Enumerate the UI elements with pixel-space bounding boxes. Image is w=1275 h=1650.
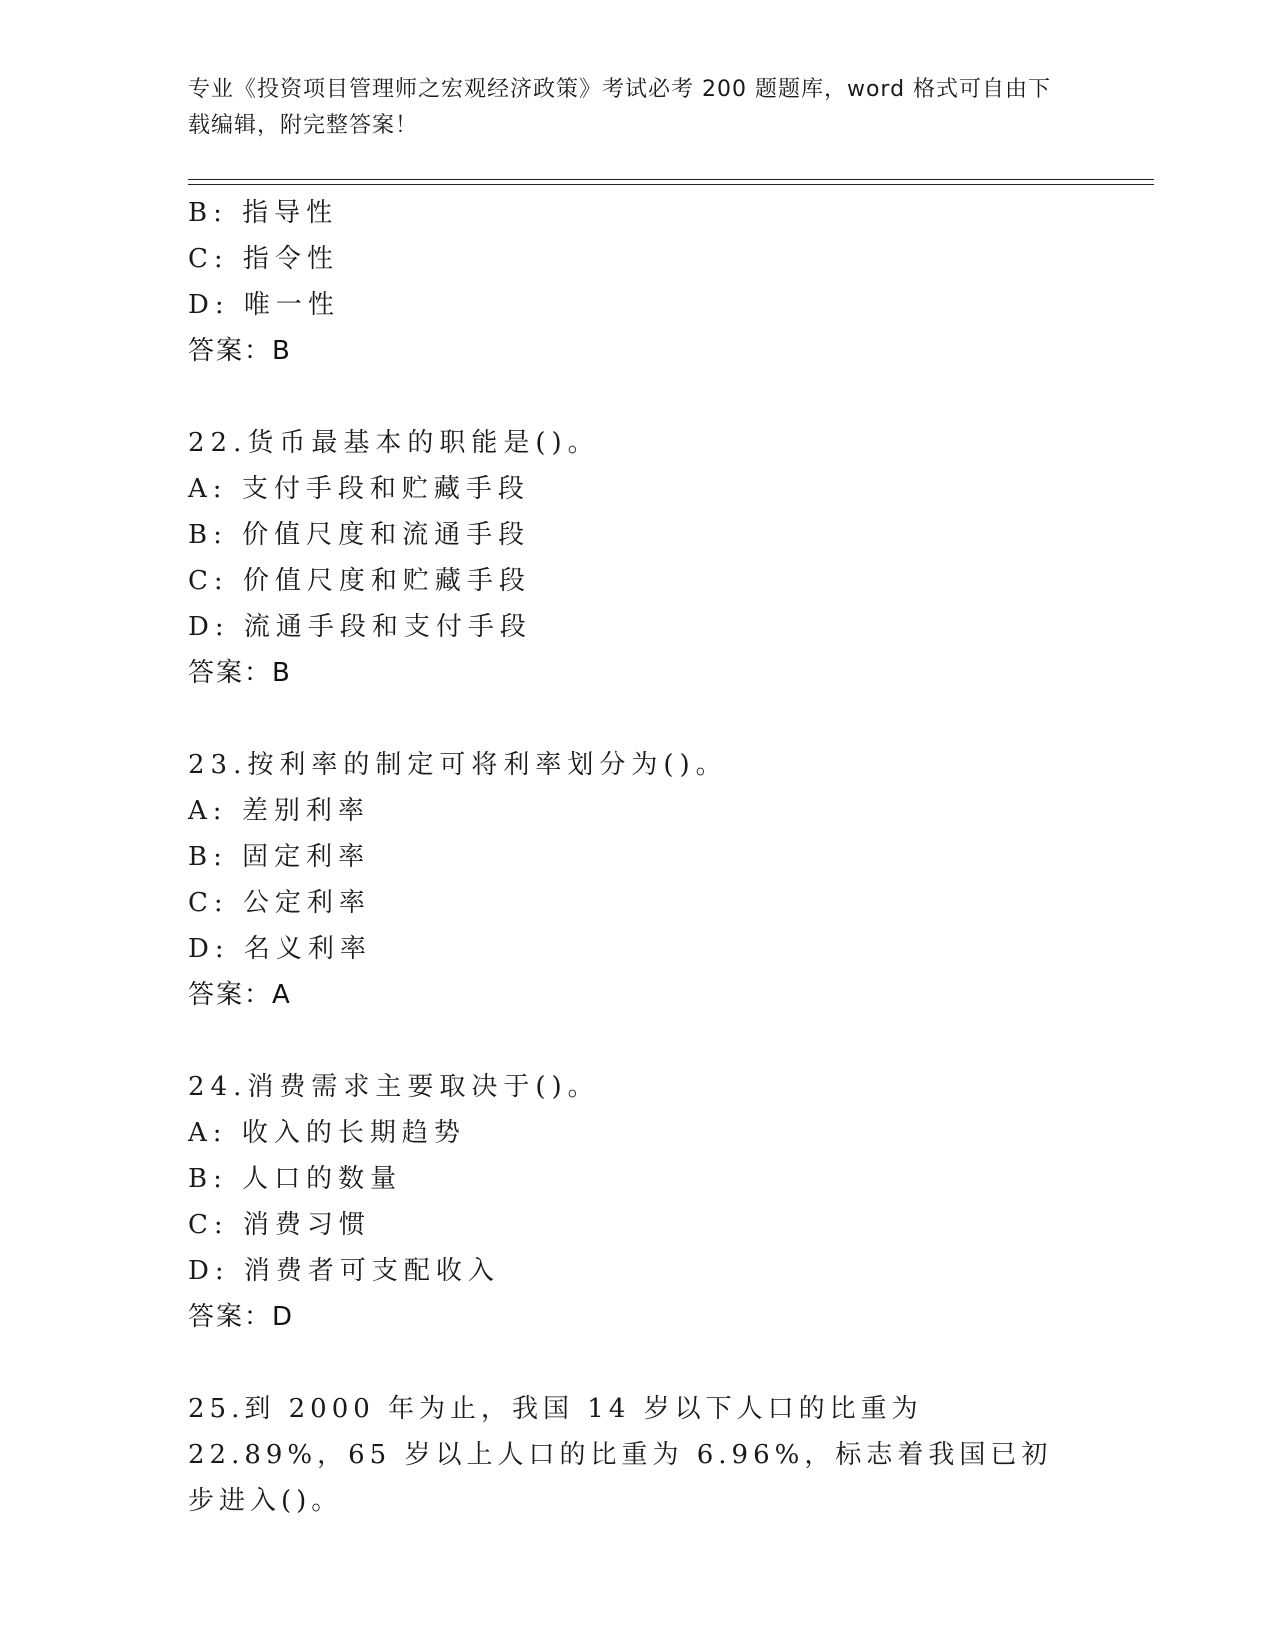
option-label: C:	[188, 1210, 229, 1240]
option-label: C:	[188, 244, 229, 274]
option-b-prev	[188, 190, 1088, 236]
option-label: B:	[188, 520, 228, 550]
question-24-option-c	[188, 1202, 1088, 1248]
option-text: 唯一性	[243, 290, 340, 320]
document-header: 专业《投资项目管理师之宏观经济政策》考试必考 200 题题库，word 格式可自由下载编辑，附完整答案！	[188, 77, 1052, 138]
spacer	[188, 374, 1088, 420]
option-label: B:	[188, 198, 228, 228]
question-22-option-c	[188, 558, 1088, 604]
option-text: 流通手段和支付手段	[243, 612, 532, 642]
option-label: D:	[188, 1256, 230, 1286]
question-22-option-b	[188, 512, 1088, 558]
option-text: 公定利率	[242, 888, 371, 918]
option-d-prev	[188, 282, 1088, 328]
option-text: 名义利率	[243, 934, 372, 964]
question-23-answer: 答案：A	[188, 980, 292, 1010]
question-22-option-d	[188, 604, 1088, 650]
question-23-option-d	[188, 926, 1088, 972]
question-22-stem: 22.货币最基本的职能是()。	[188, 428, 600, 458]
option-text: 价值尺度和贮藏手段	[242, 566, 531, 596]
option-text: 人口的数量	[242, 1164, 403, 1194]
option-label: D:	[188, 934, 230, 964]
question-24-stem: 24.消费需求主要取决于()。	[188, 1072, 600, 1102]
question-24-answer: 答案：D	[188, 1302, 295, 1332]
option-text: 消费习惯	[242, 1210, 371, 1240]
question-23-stem: 23.按利率的制定可将利率划分为()。	[188, 750, 728, 780]
answer-prev: 答案：B	[188, 336, 292, 366]
question-23-option-a	[188, 788, 1088, 834]
option-label: D:	[188, 290, 230, 320]
question-24-option-b	[188, 1156, 1088, 1202]
option-text: 差别利率	[241, 796, 370, 826]
option-label: B:	[188, 842, 228, 872]
question-25-stem: 25.到 2000 年为止，我国 14 岁以下人口的比重为 22.89%，65 岁以上人口的比重为 6.96%，标志着我国已初步进入()。	[188, 1394, 1053, 1516]
option-text: 收入的长期趋势	[241, 1118, 466, 1148]
option-label: D:	[188, 612, 230, 642]
question-22-option-a	[188, 466, 1088, 512]
header-divider-top	[188, 179, 1154, 180]
option-text: 指令性	[242, 244, 339, 274]
question-24-option-d	[188, 1248, 1088, 1294]
option-text: 消费者可支配收入	[243, 1256, 500, 1286]
option-text: 指导性	[242, 198, 339, 228]
option-label: A:	[188, 474, 228, 504]
option-text: 固定利率	[242, 842, 371, 872]
spacer	[188, 696, 1088, 742]
option-label: C:	[188, 888, 229, 918]
option-text: 支付手段和贮藏手段	[241, 474, 530, 504]
header-divider-bottom	[188, 184, 1154, 185]
question-23-option-c	[188, 880, 1088, 926]
question-22-answer: 答案：B	[188, 658, 292, 688]
option-text: 价值尺度和流通手段	[242, 520, 531, 550]
spacer	[188, 1018, 1088, 1064]
question-23-option-b	[188, 834, 1088, 880]
spacer	[188, 1340, 1088, 1386]
question-content	[188, 190, 1088, 1524]
option-c-prev	[188, 236, 1088, 282]
option-label: A:	[188, 1118, 228, 1148]
option-label: A:	[188, 796, 228, 826]
option-label: B:	[188, 1164, 228, 1194]
option-label: C:	[188, 566, 229, 596]
question-24-option-a	[188, 1110, 1088, 1156]
